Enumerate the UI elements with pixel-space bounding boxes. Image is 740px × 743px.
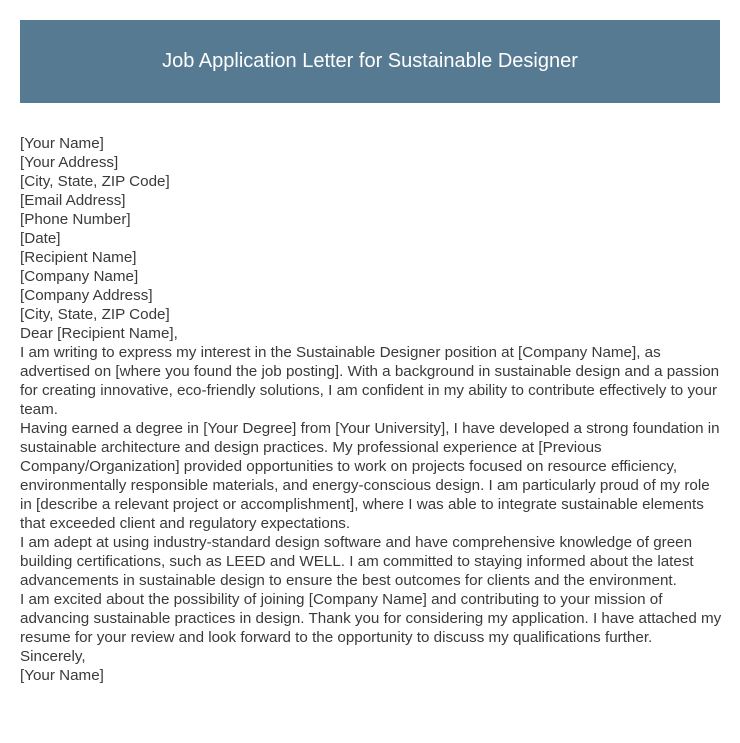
sender-address: [Your Address]: [20, 154, 119, 171]
header-banner: [20, 20, 720, 103]
page-title: Job Application Letter for Sustainable Designer: [162, 50, 578, 72]
paragraph-intro: I am writing to express my interest in the Sustainable Designer position at [Company Name], as advertised on [where you found the job posting]. With a background in sustainable design and a passion for creating innovative, eco-friendly solutions, I am confident in my ability to contribute effectively to your team.: [20, 344, 720, 418]
sender-city-state-zip: [City, State, ZIP Code]: [20, 173, 170, 190]
recipient-city-state-zip: [City, State, ZIP Code]: [20, 306, 170, 323]
sender-phone: [Phone Number]: [20, 211, 131, 228]
salutation: Dear [Recipient Name],: [20, 325, 178, 342]
paragraph-closing: I am excited about the possibility of joining [Company Name] and contributing to your mission of advancing sustainable practices in design. Thank you for considering my application. I have attached my resume for your review and look forward to the opportunity to discuss my qualifications further.: [20, 591, 722, 646]
recipient-company-address: [Company Address]: [20, 287, 153, 304]
letter-date: [Date]: [20, 230, 61, 247]
signature: [Your Name]: [20, 667, 104, 684]
recipient-company: [Company Name]: [20, 268, 139, 285]
paragraph-skills: I am adept at using industry-standard design software and have comprehensive knowledge of green building certifications, such as LEED and WELL. I am committed to staying informed about the latest advancements in sustainable design to ensure the best outcomes for clients and the environment.: [20, 534, 694, 589]
sender-email: [Email Address]: [20, 192, 126, 209]
sender-name: [Your Name]: [20, 135, 104, 152]
recipient-name: [Recipient Name]: [20, 249, 137, 266]
closing: Sincerely,: [20, 648, 86, 665]
letter-body: [20, 134, 724, 685]
paragraph-experience: Having earned a degree in [Your Degree] from [Your University], I have developed a strong foundation in sustainable architecture and design practices. My professional experience at [Previous Company/Organization] provided opportunities to work on projects focused on resource efficiency, environmentally responsible materials, and energy-conscious design. I am particularly proud of my role in [describe a relevant project or accomplishment], where I was able to integrate sustainable elements that exceeded client and regulatory expectations.: [20, 420, 720, 532]
